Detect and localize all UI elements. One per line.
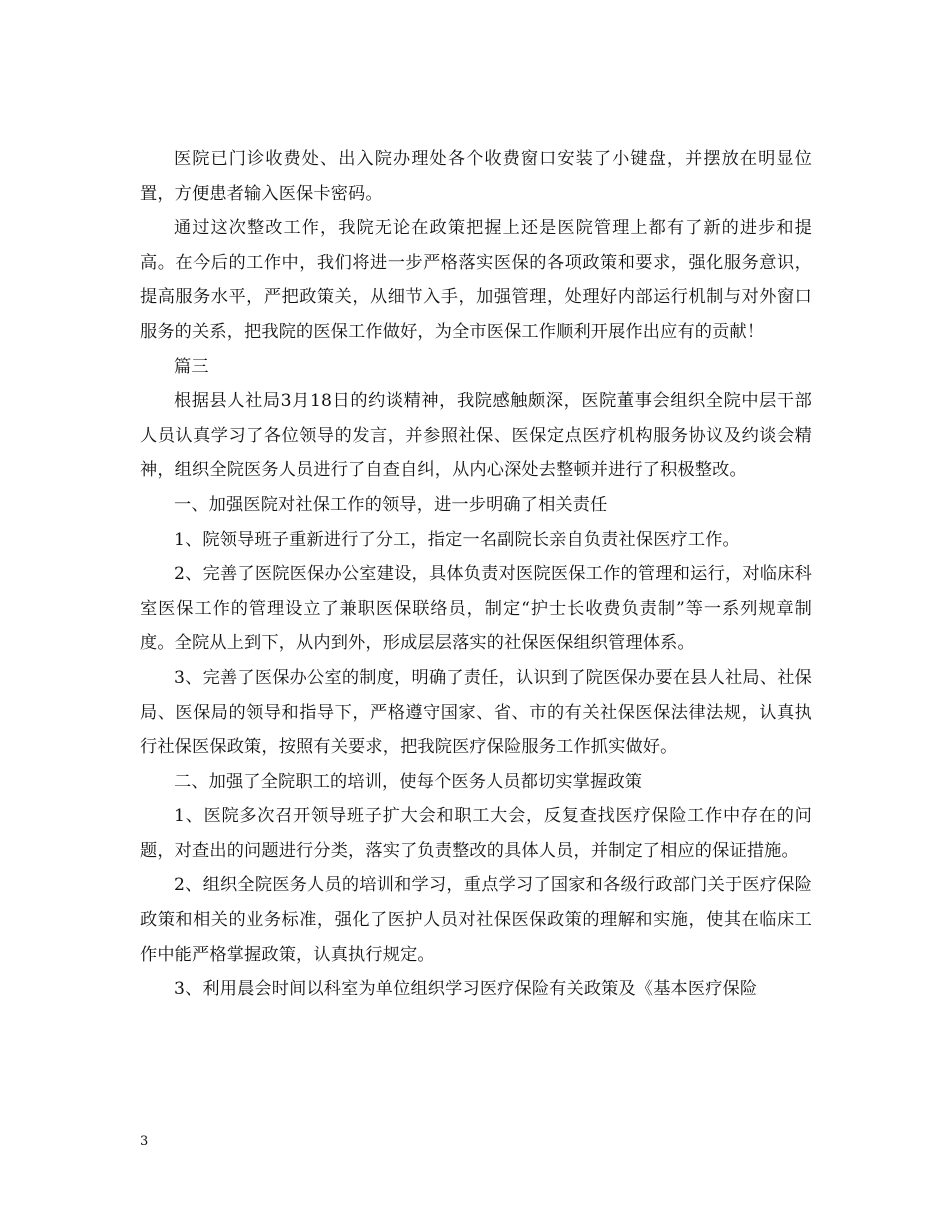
document-body bbox=[140, 142, 812, 1007]
list-item-training-2: 2、组织全院医务人员的培训和学习，重点学习了国家和各级行政部门关于医疗保险政策和相关的业务标准，强化了医护人员对社保医保政策的理解和实施，使其在临床工作中能严格掌握政策，认真执行规定。 bbox=[140, 875, 812, 965]
list-item-training-1: 1、医院多次召开领导班子扩大会和职工大会，反复查找医疗保险工作中存在的问题，对查出的问题进行分类，落实了负责整改的具体人员，并制定了相应的保证措施。 bbox=[140, 806, 812, 861]
heading-staff-training: 二、加强了全院职工的培训，使每个医务人员都切实掌握政策 bbox=[174, 771, 643, 792]
list-item-leadership-2: 2、完善了医院医保办公室建设，具体负责对医院医保工作的管理和运行，对临床科室医保工作的管理设立了兼职医保联络员，制定“护士长收费负责制”等一系列规章制度。全院从上到下，从内到外，形成层层落实的社保医保组织管理体系。 bbox=[140, 564, 812, 654]
paragraph-interview-spirit: 根据县人社局3月18日的约谈精神，我院感触颇深，医院董事会组织全院中层干部人员认真学习了各位领导的发言，并参照社保、医保定点医疗机构服务协议及约谈会精神，组织全院医务人员进行了自查自纠，从内心深处去整顿并进行了积极整改。 bbox=[140, 391, 812, 481]
list-item-training-3: 3、利用晨会时间以科室为单位组织学习医疗保险有关政策及《基本医疗保险 bbox=[174, 979, 758, 1000]
paragraph-rectification-summary: 通过这次整改工作，我院无论在政策把握上还是医院管理上都有了新的进步和提高。在今后的工作中，我们将进一步严格落实医保的各项政策和要求，强化服务意识，提高服务水平，严把政策关，从细节入手，加强管理，处理好内部运行机制与对外窗口服务的关系，把我院的医保工作做好，为全市医保工作顺利开展作出应有的贡献！ bbox=[140, 218, 812, 342]
paragraph-keyboard-installation: 医院已门诊收费处、出入院办理处各个收费窗口安装了小键盘，并摆放在明显位置，方便患者输入医保卡密码。 bbox=[140, 149, 812, 204]
heading-strengthen-leadership: 一、加强医院对社保工作的领导，进一步明确了相关责任 bbox=[174, 494, 608, 515]
page-number: 3 bbox=[140, 1134, 149, 1149]
list-item-leadership-3: 3、完善了医保办公室的制度，明确了责任，认识到了院医保办要在县人社局、社保局、医保局的领导和指导下，严格遵守国家、省、市的有关社保医保法律法规，认真执行社保医保政策，按照有关要求，把我院医疗保险服务工作抓实做好。 bbox=[140, 667, 812, 758]
section-heading-part-three: 篇三 bbox=[174, 356, 209, 377]
list-item-leadership-1: 1、院领导班子重新进行了分工，指定一名副院长亲自负责社保医疗工作。 bbox=[174, 529, 740, 550]
